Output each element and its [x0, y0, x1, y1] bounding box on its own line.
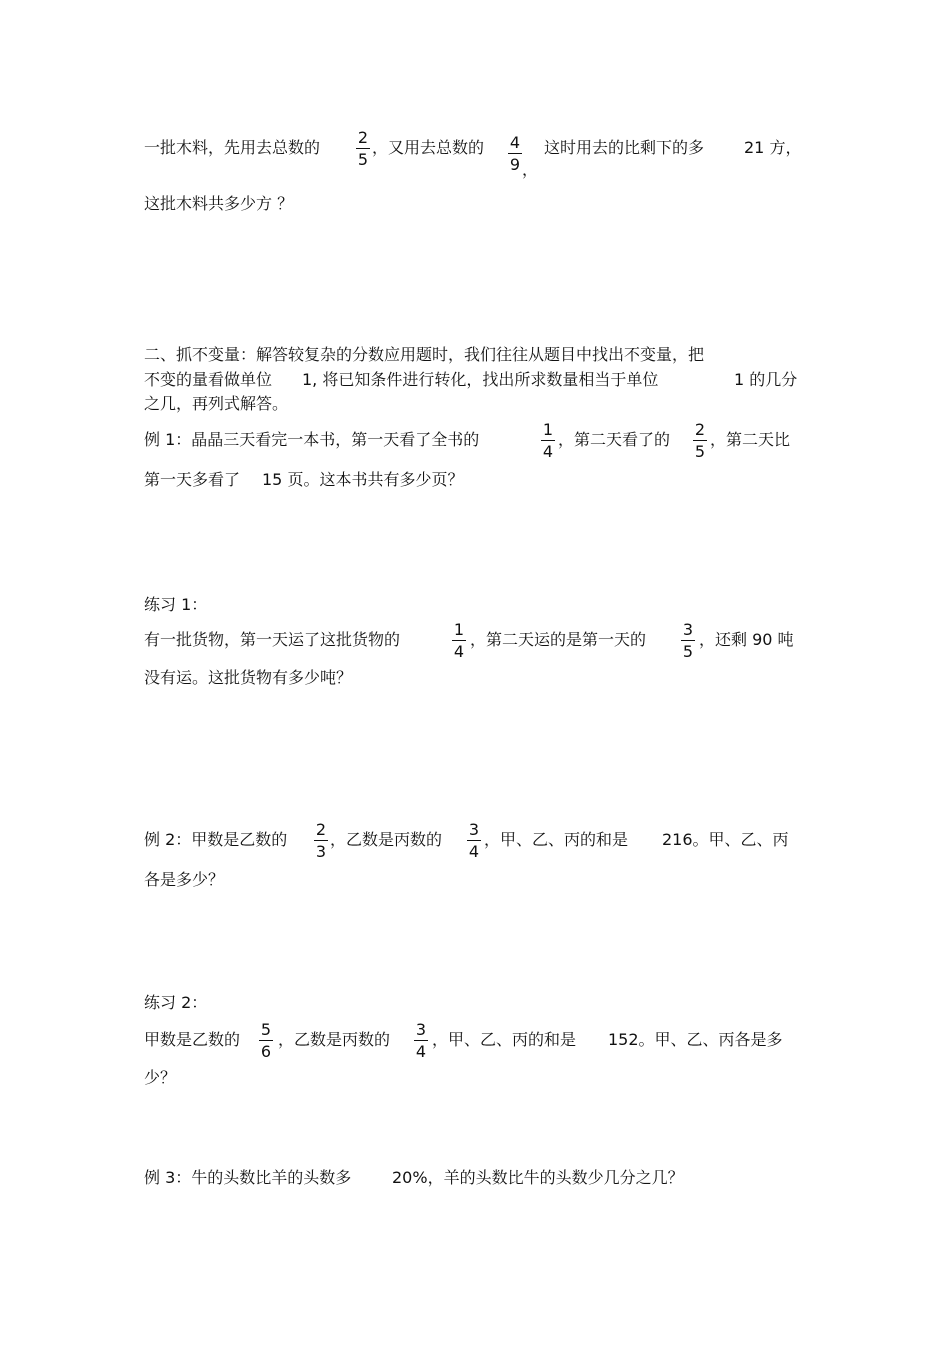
- section2-text-2b: 1, 将已知条件进行转化，找出所求数量相当于单位: [302, 370, 659, 389]
- practice1-label: 练习 1：: [144, 595, 208, 614]
- fraction-denominator: 4: [415, 1042, 427, 1061]
- fraction-denominator: 3: [315, 842, 327, 861]
- practice2-text-4: 152。甲、乙、丙各是多: [608, 1030, 783, 1049]
- fraction-bar: [414, 1040, 428, 1041]
- fraction-one-quarter: [450, 620, 468, 661]
- fraction-denominator: 6: [260, 1042, 272, 1061]
- fraction-denominator: 4: [453, 642, 465, 661]
- example2-text-4: 216。甲、乙、丙: [662, 830, 789, 849]
- fraction-numerator: 2: [357, 128, 369, 147]
- fraction-bar: [467, 840, 481, 841]
- problem-wood-comma: ，: [522, 160, 539, 179]
- fraction-bar: [508, 153, 522, 154]
- fraction-numerator: 4: [509, 133, 521, 152]
- section2-line-3: 之几，再列式解答。: [144, 394, 289, 413]
- fraction-denominator: 4: [468, 842, 480, 861]
- fraction-bar: [314, 840, 328, 841]
- example3-line-1: [144, 1168, 814, 1188]
- fraction-two-fifths: [354, 128, 372, 169]
- practice1-text-3: ，还剩 90 吨: [699, 630, 794, 649]
- fraction-three-quarters: [465, 820, 483, 861]
- fraction-denominator: 9: [509, 155, 521, 174]
- practice2-line-1: [144, 1020, 814, 1061]
- practice1-text-2: ，第二天运的是第一天的: [470, 630, 647, 649]
- example2-line-2: 各是多少？: [144, 870, 225, 889]
- practice1-line-2: 没有运。这批货物有多少吨？: [144, 668, 353, 687]
- example3-text-2: 20%，羊的头数比牛的头数少几分之几？: [392, 1168, 684, 1187]
- fraction-denominator: 4: [542, 442, 554, 461]
- fraction-denominator: 5: [682, 642, 694, 661]
- example1-text-2: ，第二天看了的: [558, 430, 671, 449]
- fraction-bar: [452, 640, 466, 641]
- example2-text-1: 例 2：甲数是乙数的: [144, 830, 288, 849]
- example3-text-1: 例 3：牛的头数比羊的头数多: [144, 1168, 352, 1187]
- fraction-bar: [681, 640, 695, 641]
- practice2-text-2: ，乙数是丙数的: [278, 1030, 391, 1049]
- fraction-denominator: 5: [694, 442, 706, 461]
- example1-text-3: ，第二天比: [710, 430, 791, 449]
- example1-text-1: 例 1：晶晶三天看完一本书，第一天看了全书的: [144, 430, 480, 449]
- example1-text-2b: 15 页。这本书共有多少页？: [262, 470, 464, 489]
- fraction-bar: [541, 440, 555, 441]
- fraction-bar: [693, 440, 707, 441]
- section2-text-2c: 1 的几分: [734, 370, 798, 389]
- practice2-text-3: ，甲、乙、丙的和是: [432, 1030, 577, 1049]
- practice1-line-1: [144, 620, 814, 661]
- fraction-numerator: 3: [468, 820, 480, 839]
- fraction-numerator: 3: [682, 620, 694, 639]
- practice2-text-1: 甲数是乙数的: [144, 1030, 241, 1049]
- fraction-bar: [356, 148, 370, 149]
- section2-text-2a: 不变的量看做单位: [144, 370, 273, 389]
- problem-wood-text-3: 这时用去的比剩下的多: [544, 138, 705, 157]
- fraction-two-fifths: [691, 420, 709, 461]
- fraction-three-quarters: [412, 1020, 430, 1061]
- problem-wood-text-2: ，又用去总数的: [372, 138, 485, 157]
- problem-wood-line-2: 这批木料共多少方 ？: [144, 194, 294, 213]
- example2-line-1: [144, 820, 814, 861]
- practice2-line-2: 少？: [144, 1068, 177, 1087]
- fraction-numerator: 1: [453, 620, 465, 639]
- fraction-denominator: 5: [357, 150, 369, 169]
- fraction-three-fifths: [679, 620, 697, 661]
- fraction-two-thirds: [312, 820, 330, 861]
- example2-text-3: ，甲、乙、丙的和是: [484, 830, 629, 849]
- fraction-numerator: 1: [542, 420, 554, 439]
- example1-line-1: [144, 420, 814, 461]
- problem-wood-text-4: 21 方，: [744, 138, 802, 157]
- fraction-bar: [259, 1040, 273, 1041]
- example1-line-2: [144, 470, 544, 490]
- fraction-numerator: 2: [694, 420, 706, 439]
- practice2-label: 练习 2：: [144, 993, 208, 1012]
- example1-text-2a: 第一天多看了: [144, 470, 241, 489]
- fraction-one-quarter: [539, 420, 557, 461]
- section2-line-2: [144, 370, 814, 390]
- fraction-numerator: 2: [315, 820, 327, 839]
- example2-text-2: ，乙数是丙数的: [330, 830, 443, 849]
- fraction-five-sixths: [257, 1020, 275, 1061]
- problem-wood-line-1: [144, 128, 824, 179]
- practice1-text-1: 有一批货物，第一天运了这批货物的: [144, 630, 401, 649]
- problem-wood-text-1: 一批木料，先用去总数的: [144, 138, 321, 157]
- section2-line-1: 二、抓不变量：解答较复杂的分数应用题时，我们往往从题目中找出不变量，把: [144, 345, 705, 364]
- fraction-numerator: 3: [415, 1020, 427, 1039]
- fraction-numerator: 5: [260, 1020, 272, 1039]
